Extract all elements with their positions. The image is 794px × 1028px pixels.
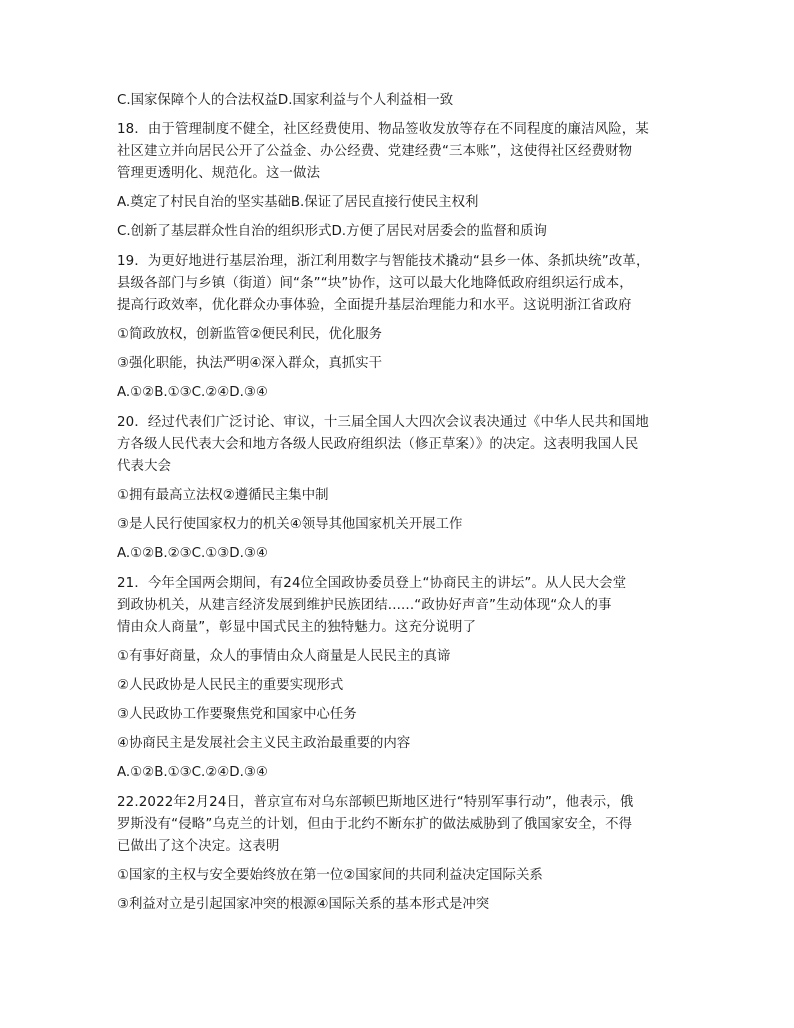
question-18-options-cd: C.创新了基层群众性自治的组织形式D.方便了居民对居委会的监督和质询 (117, 224, 547, 239)
question-20-text: 方各级人民代表大会和地方各级人民政府组织法（修正草案）》的决定。这表明我国人民 (117, 437, 639, 452)
question-20-statement-34: ③是人民行使国家权力的机关④领导其他国家机关开展工作 (117, 517, 463, 532)
question-20-text: 20．经过代表们广泛讨论、审议，十三届全国人大四次会议表决通过《中华人民共和国地 (117, 415, 649, 430)
question-21-answers: A.①②B.①③C.②④D.③④ (117, 765, 268, 780)
question-18-text: 社区建立并向居民公开了公益金、办公经费、党建经费“三本账”，这使得社区经费财物 (117, 144, 633, 159)
question-21-statement-1: ①有事好商量，众人的事情由众人商量是人民民主的真谛 (117, 649, 451, 664)
question-22-text: 已做出了这个决定。这表明 (117, 839, 280, 854)
option-line-cd: C.国家保障个人的合法权益D.国家利益与个人利益相一致 (117, 93, 454, 108)
question-21-text: 21．今年全国两会期间，有24位全国政协委员登上“协商民主的讲坛”。从人民大会堂 (117, 576, 627, 591)
question-19-text: 县级各部门与乡镇（街道）间“条”“块”协作，这可以最大化地降低政府组织运行成本， (117, 276, 633, 291)
question-20-statement-12: ①拥有最高立法权②遵循民主集中制 (117, 488, 329, 503)
question-18-text: 管理更透明化、规范化。这一做法 (117, 166, 321, 181)
question-18-options-ab: A.奠定了村民自治的坚实基础B.保证了居民直接行使民主权利 (117, 195, 479, 210)
question-22-statement-34: ③利益对立是引起国家冲突的根源④国际关系的基本形式是冲突 (117, 897, 490, 912)
question-19-text: 提高行政效率，优化群众办事体验，全面提升基层治理能力和水平。这说明浙江省政府 (117, 298, 632, 313)
question-18-text: 18．由于管理制度不健全，社区经费使用、物品签收发放等存在不同程度的廉洁风险，某 (117, 122, 649, 137)
question-22-text: 22.2022年2月24日，普京宣布对乌东部顿巴斯地区进行“特别军事行动”，他表示，俄 (117, 795, 634, 810)
question-20-answers: A.①②B.②③C.①③D.③④ (117, 546, 268, 561)
question-19-statement-34: ③强化职能，执法严明④深入群众，真抓实干 (117, 356, 383, 371)
question-21-text: 到政协机关，从建言经济发展到维护民族团结......“政协好声音”生动体现“众人的事 (117, 598, 612, 613)
question-21-text: 情由众人商量”，彰显中国式民主的独特魅力。这充分说明了 (117, 620, 477, 635)
question-21-statement-3: ③人民政协工作要聚焦党和国家中心任务 (117, 707, 357, 722)
question-22-text: 罗斯没有“侵略”乌克兰的计划，但由于北约不断东扩的做法威胁到了俄国家安全，不得 (117, 817, 633, 832)
question-22-statement-12: ①国家的主权与安全要始终放在第一位②国家间的共同利益决定国际关系 (117, 868, 543, 883)
question-21-statement-2: ②人民政协是人民民主的重要实现形式 (117, 678, 344, 693)
question-20-text: 代表大会 (117, 459, 172, 474)
question-19-answers: A.①②B.①③C.②④D.③④ (117, 385, 268, 400)
question-19-statement-12: ①简政放权，创新监管②便民利民，优化服务 (117, 327, 383, 342)
question-21-statement-4: ④协商民主是发展社会主义民主政治最重要的内容 (117, 736, 411, 751)
question-19-text: 19．为更好地进行基层治理，浙江利用数字与智能技术撬动“县乡一体、条抓块统”改革， (117, 254, 650, 269)
